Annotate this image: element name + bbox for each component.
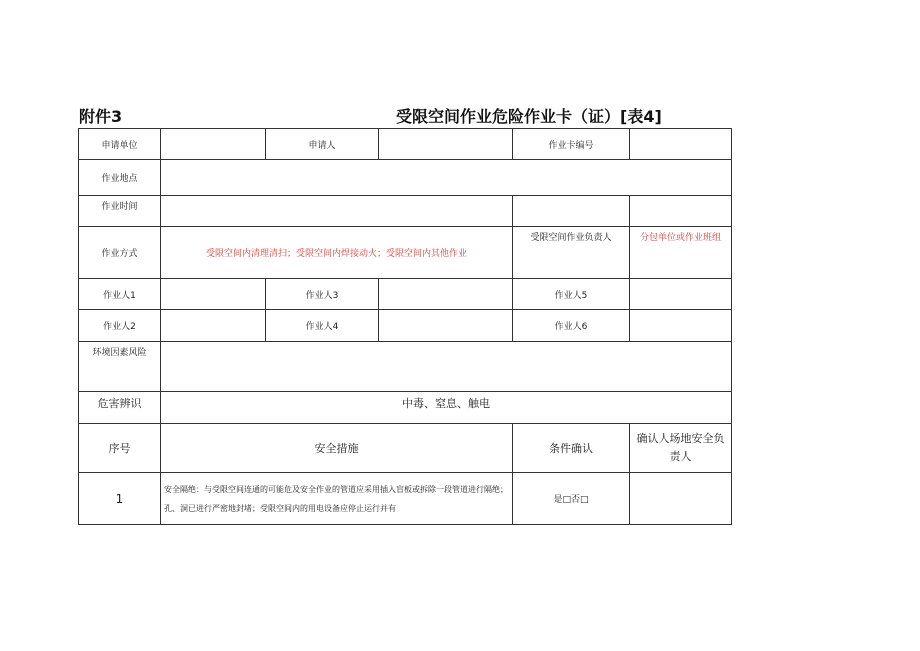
- worker2-field[interactable]: [161, 310, 266, 342]
- env-risk-label: 环境因素风险: [79, 342, 161, 392]
- worker4-field[interactable]: [379, 310, 513, 342]
- table-row: [79, 227, 732, 279]
- method-value[interactable]: 受限空间内清理清扫；受限空间内焊接动火；受限空间内其他作业: [161, 227, 513, 279]
- table-row: [79, 160, 732, 196]
- time-extra-field[interactable]: [513, 196, 630, 227]
- row-person-field[interactable]: [630, 473, 732, 525]
- apply-unit-field[interactable]: [161, 129, 266, 160]
- table-row: [79, 196, 732, 227]
- worker4-label: 作业人4: [266, 310, 379, 342]
- worker5-label: 作业人5: [513, 279, 630, 310]
- worker6-label: 作业人6: [513, 310, 630, 342]
- env-risk-field[interactable]: [161, 342, 732, 392]
- time-label: 作业时间: [79, 196, 161, 227]
- worker3-label: 作业人3: [266, 279, 379, 310]
- applicant-label: 申请人: [266, 129, 379, 160]
- col-confirm-header: 条件确认: [513, 424, 630, 473]
- responsible-label: 受限空间作业负责人: [513, 227, 630, 279]
- time-extra-field-2[interactable]: [630, 196, 732, 227]
- row-confirm-checkbox[interactable]: 是□否□: [513, 473, 630, 525]
- hazard-value[interactable]: 中毒、窒息、触电: [161, 392, 732, 424]
- attachment-label: 附件3: [79, 107, 123, 126]
- apply-unit-label: 申请单位: [79, 129, 161, 160]
- worker3-field[interactable]: [379, 279, 513, 310]
- table-row: [79, 473, 732, 525]
- col-measures-header: 安全措施: [161, 424, 513, 473]
- col-person-header: 确认人场地安全负责人: [630, 424, 732, 473]
- worker6-field[interactable]: [630, 310, 732, 342]
- table-row: [79, 310, 732, 342]
- method-label: 作业方式: [79, 227, 161, 279]
- location-label: 作业地点: [79, 160, 161, 196]
- hazard-label: 危害辨识: [79, 392, 161, 424]
- applicant-field[interactable]: [379, 129, 513, 160]
- worker2-label: 作业人2: [79, 310, 161, 342]
- card-number-field[interactable]: [630, 129, 732, 160]
- responsible-value[interactable]: 分包单位或作业班组: [630, 227, 732, 279]
- worker1-label: 作业人1: [79, 279, 161, 310]
- table-row: [79, 129, 732, 160]
- worker1-field[interactable]: [161, 279, 266, 310]
- table-row: [79, 392, 732, 424]
- location-field[interactable]: [161, 160, 732, 196]
- card-number-label: 作业卡编号: [513, 129, 630, 160]
- row-index: 1: [79, 473, 161, 525]
- row-measure: 安全隔绝：与受限空间连通的可能危及安全作业的管道应采用插入盲板或拆除一段管道进行隔绝；孔、洞已进行严密地封堵；受限空间内的用电设备应停止运行并有: [161, 473, 513, 525]
- col-index-header: 序号: [79, 424, 161, 473]
- form-title: 受限空间作业危险作业卡（证）[表4]: [396, 107, 662, 126]
- table-row: [79, 279, 732, 310]
- time-field[interactable]: [161, 196, 513, 227]
- table-row: [79, 342, 732, 392]
- table-row: [79, 424, 732, 473]
- worker5-field[interactable]: [630, 279, 732, 310]
- work-permit-table: [78, 128, 732, 525]
